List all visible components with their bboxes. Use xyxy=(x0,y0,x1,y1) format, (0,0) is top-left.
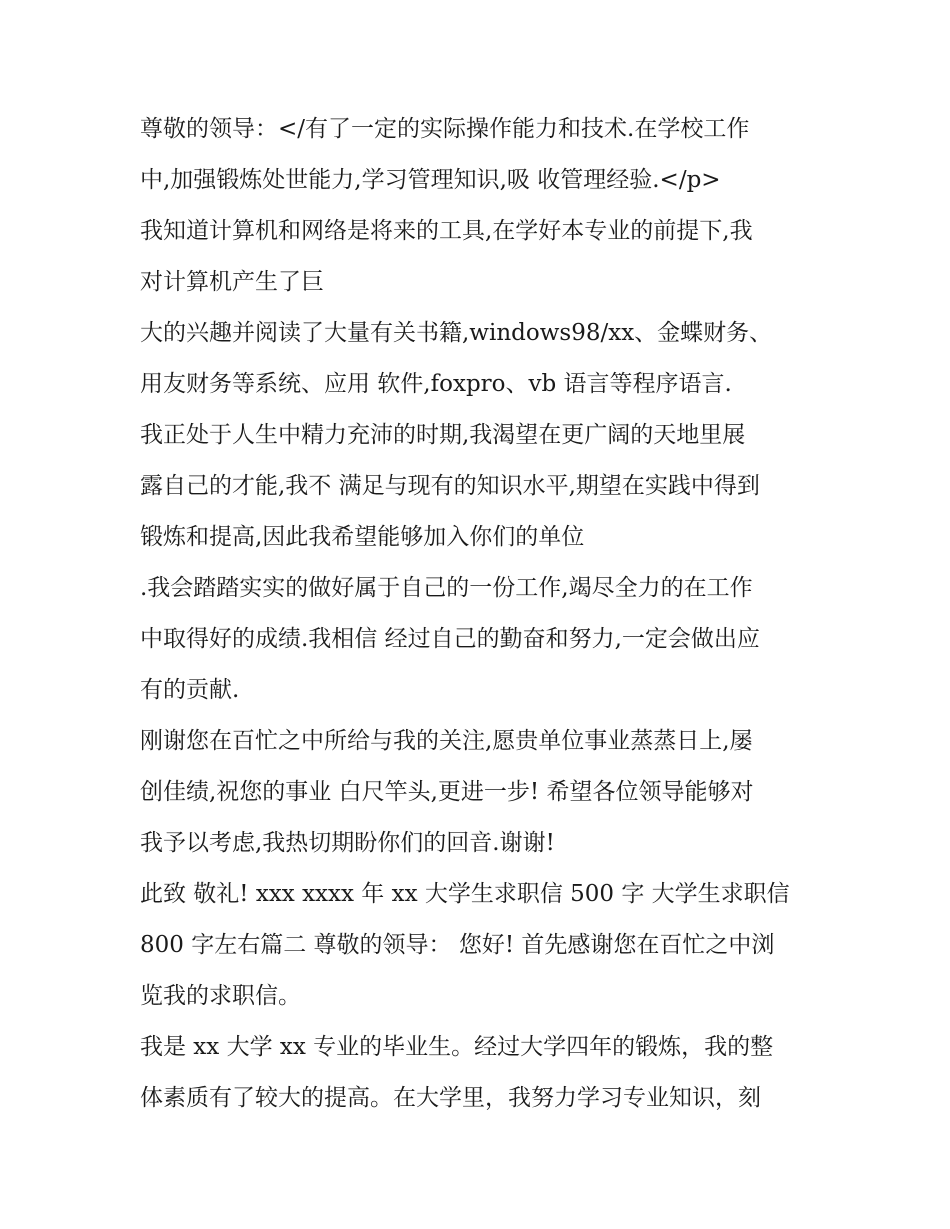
text-line: 我是 xx 大学 xx 专业的毕业生。经过大学四年的锻炼，我的整 xyxy=(140,1034,774,1060)
paragraph xyxy=(140,1022,830,1124)
text-line: .我会踏踏实实的做好属于自己的一份工作,竭尽全力的在工作 xyxy=(140,575,753,601)
text-line: 览我的求职信。 xyxy=(140,983,301,1009)
text-line: 中取得好的成绩.我相信 经过自己的勤奋和努力,一定会做出应 xyxy=(140,626,760,652)
document-body xyxy=(140,104,830,1124)
text-line: 中,加强锻炼处世能力,学习管理知识,吸 收管理经验.</p> xyxy=(140,167,721,193)
text-line: 大的兴趣并阅读了大量有关书籍,windows98/xx、金蝶财务、 xyxy=(140,320,773,346)
text-line: 我知道计算机和网络是将来的工具,在学好本专业的前提下,我 xyxy=(140,218,753,244)
text-line: 尊敬的领导：</有了一定的实际操作能力和技术.在学校工作 xyxy=(140,116,750,142)
paragraph xyxy=(140,563,830,716)
text-line: 我予以考虑,我热切期盼你们的回音.谢谢! xyxy=(140,830,555,856)
text-line: 刚谢您在百忙之中所给与我的关注,愿贵单位事业蒸蒸日上,屡 xyxy=(140,728,753,754)
paragraph xyxy=(140,869,830,1022)
text-line: 有的贡献. xyxy=(140,677,240,703)
text-line: 此致 敬礼! xxx xxxx 年 xx 大学生求职信 500 字 大学生求职信 xyxy=(140,881,790,907)
paragraph xyxy=(140,716,830,869)
text-line: 800 字左右篇二 尊敬的领导： 您好! 首先感谢您在百忙之中浏 xyxy=(140,932,775,958)
text-line: 对计算机产生了巨 xyxy=(140,269,324,295)
paragraph xyxy=(140,206,830,308)
text-line: 用友财务等系统、应用 软件,foxpro、vb 语言等程序语言. xyxy=(140,371,732,397)
text-line: 锻炼和提高,因此我希望能够加入你们的单位 xyxy=(140,524,585,550)
text-line: 体素质有了较大的提高。在大学里，我努力学习专业知识，刻 xyxy=(140,1085,761,1111)
text-line: 创佳绩,祝您的事业 白尺竿头,更进一步! 希望各位领导能够对 xyxy=(140,779,754,805)
paragraph xyxy=(140,410,830,563)
paragraph xyxy=(140,104,830,206)
paragraph xyxy=(140,308,830,410)
text-line: 露自己的才能,我不 满足与现有的知识水平,期望在实践中得到 xyxy=(140,473,760,499)
text-line: 我正处于人生中精力充沛的时期,我渴望在更广阔的天地里展 xyxy=(140,422,746,448)
